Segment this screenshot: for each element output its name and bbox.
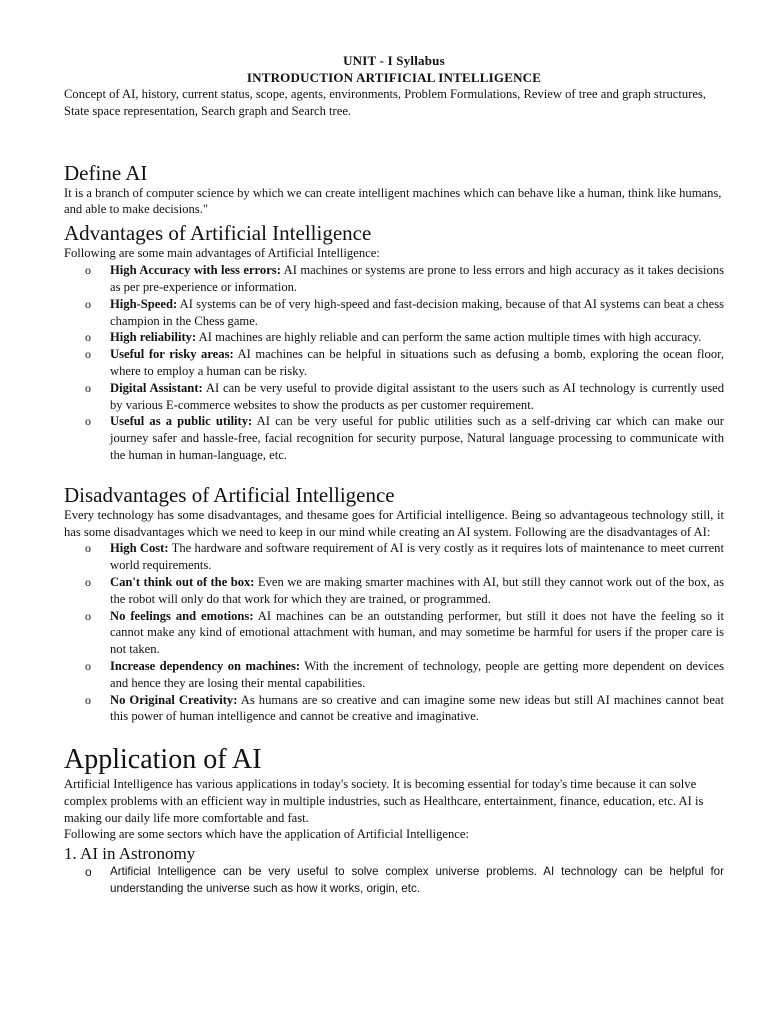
define-ai-text: It is a branch of computer science by which we can create intelligent machines which can behave like a human, think like humans, and able to make decisions."	[64, 185, 722, 217]
item-term: No Original Creativity:	[110, 692, 238, 707]
bullet-icon: o	[85, 330, 91, 345]
bullet-icon: o	[85, 263, 91, 278]
unit-label: UNIT - I Syllabus	[343, 53, 445, 68]
list-item	[85, 346, 724, 380]
item-text: Artificial Intelligence can be very useful to solve complex universe problems. AI technology can be helpful for understanding the universe such as how it works, origin, etc.	[110, 864, 724, 895]
item-text: With the increment of technology, people are getting more dependent on devices and hence they are losing their mental capabilities.	[110, 659, 725, 690]
item-term: No feelings and emotions:	[110, 608, 254, 623]
bullet-icon: o	[85, 659, 91, 673]
item-text: AI can be very useful for public utilities such as a self-driving car which can make our journey safer and hassle-free, facial recognition for security purpose, Natural language processing to communicate with the human in human-language, etc.	[110, 414, 724, 462]
astronomy-list	[64, 864, 724, 898]
item-term: High reliability:	[110, 330, 197, 345]
item-text: AI systems can be of very high-speed and fast-decision making, because of that AI systems can beat a chess champion in the Chess game.	[110, 296, 724, 328]
item-text: AI can be very useful to provide digital assistant to the users such as AI technology is currently used by various E-commerce websites to show the products as per customer requirement.	[110, 380, 724, 412]
application-intro-2: Following are some sectors which have the application of Artificial Intelligence:	[64, 827, 469, 842]
list-item	[85, 380, 724, 414]
list-item	[85, 540, 724, 574]
astronomy-heading: 1. AI in Astronomy	[64, 844, 196, 864]
item-text: AI machines are highly reliable and can perform the same action multiple times with high accuracy.	[196, 330, 702, 345]
list-item	[85, 574, 724, 608]
application-heading: Application of AI	[64, 744, 262, 776]
advantages-list	[64, 262, 724, 464]
list-item	[85, 413, 724, 463]
item-text: Even we are making smarter machines with AI, but still they cannot work out of the box, as the robot will only do that work for which they are trained, or programmed.	[110, 575, 724, 606]
list-item	[85, 329, 724, 346]
advantages-heading: Advantages of Artificial Intelligence	[64, 221, 372, 246]
disadvantages-intro: Every technology has some disadvantages, and thesame goes for Artificial intelligence. Being so advantageous technology still, it has some disadvantages which we need to keep in our mind while creating an AI system. Following are the disadvantages of AI:	[64, 507, 724, 539]
bullet-icon: o	[85, 380, 91, 395]
disadvantages-list	[64, 540, 724, 725]
application-intro: Artificial Intelligence has various applications in today's society. It is becoming essential for today's time because it can solve complex problems with an efficient way in multiple industries, such as Healthcare, entertainment, finance, education, etc. AI is making our daily life more comfortable and fast.	[64, 776, 704, 825]
disadvantages-heading: Disadvantages of Artificial Intelligence	[64, 482, 395, 507]
item-text: AI machines can be an outstanding performer, but still it does not have the feeling so it cannot make any kind of emotional attachment with human, and may sometime be harmful for users if the proper care is not taken.	[110, 608, 724, 657]
item-term: High Accuracy with less errors:	[110, 263, 281, 278]
bullet-icon: o	[85, 692, 91, 707]
item-term: Can't think out of the box:	[110, 575, 255, 590]
document-title: INTRODUCTION ARTIFICIAL INTELLIGENCE	[246, 70, 542, 85]
item-term: High-Speed:	[110, 296, 178, 311]
item-text: The hardware and software requirement of AI is very costly as it requires lots of maintenance to meet current world requirements.	[110, 541, 724, 573]
item-term: Increase dependency on machines:	[110, 659, 301, 673]
list-item	[85, 608, 724, 658]
list-item	[85, 864, 724, 898]
item-text: As humans are so creative and can imagine some new ideas but still AI machines cannot beat this power of human intelligence and cannot be creative and imaginative.	[110, 692, 725, 724]
item-term: Useful for risky areas:	[110, 347, 234, 362]
bullet-icon: o	[85, 296, 91, 311]
item-text: AI machines or systems are prone to less errors and high accuracy as it takes decisions as per pre-experience or information.	[110, 263, 724, 294]
bullet-icon: o	[85, 414, 91, 429]
item-term: High Cost:	[110, 541, 169, 556]
bullet-icon: o	[85, 575, 91, 590]
define-ai-heading: Define AI	[64, 160, 148, 185]
list-item	[85, 296, 724, 330]
bullet-icon: o	[85, 608, 91, 623]
bullet-icon: o	[85, 347, 91, 362]
list-item	[85, 262, 724, 296]
list-item	[85, 658, 725, 692]
advantages-intro: Following are some main advantages of Artificial Intelligence:	[64, 246, 380, 261]
item-term: Digital Assistant:	[110, 380, 203, 395]
item-term: Useful as a public utility:	[110, 414, 253, 429]
syllabus-text: Concept of AI, history, current status, scope, agents, environments, Problem Formulations, Review of tree and graph structures, State space representation, Search graph and Search tree.	[64, 87, 707, 118]
bullet-icon: o	[85, 541, 91, 556]
item-text: AI machines can be helpful in situations such as defusing a bomb, exploring the ocean floor, where to employ a human can be risky.	[110, 347, 724, 378]
bullet-icon: o	[85, 864, 92, 879]
list-item	[85, 692, 725, 726]
